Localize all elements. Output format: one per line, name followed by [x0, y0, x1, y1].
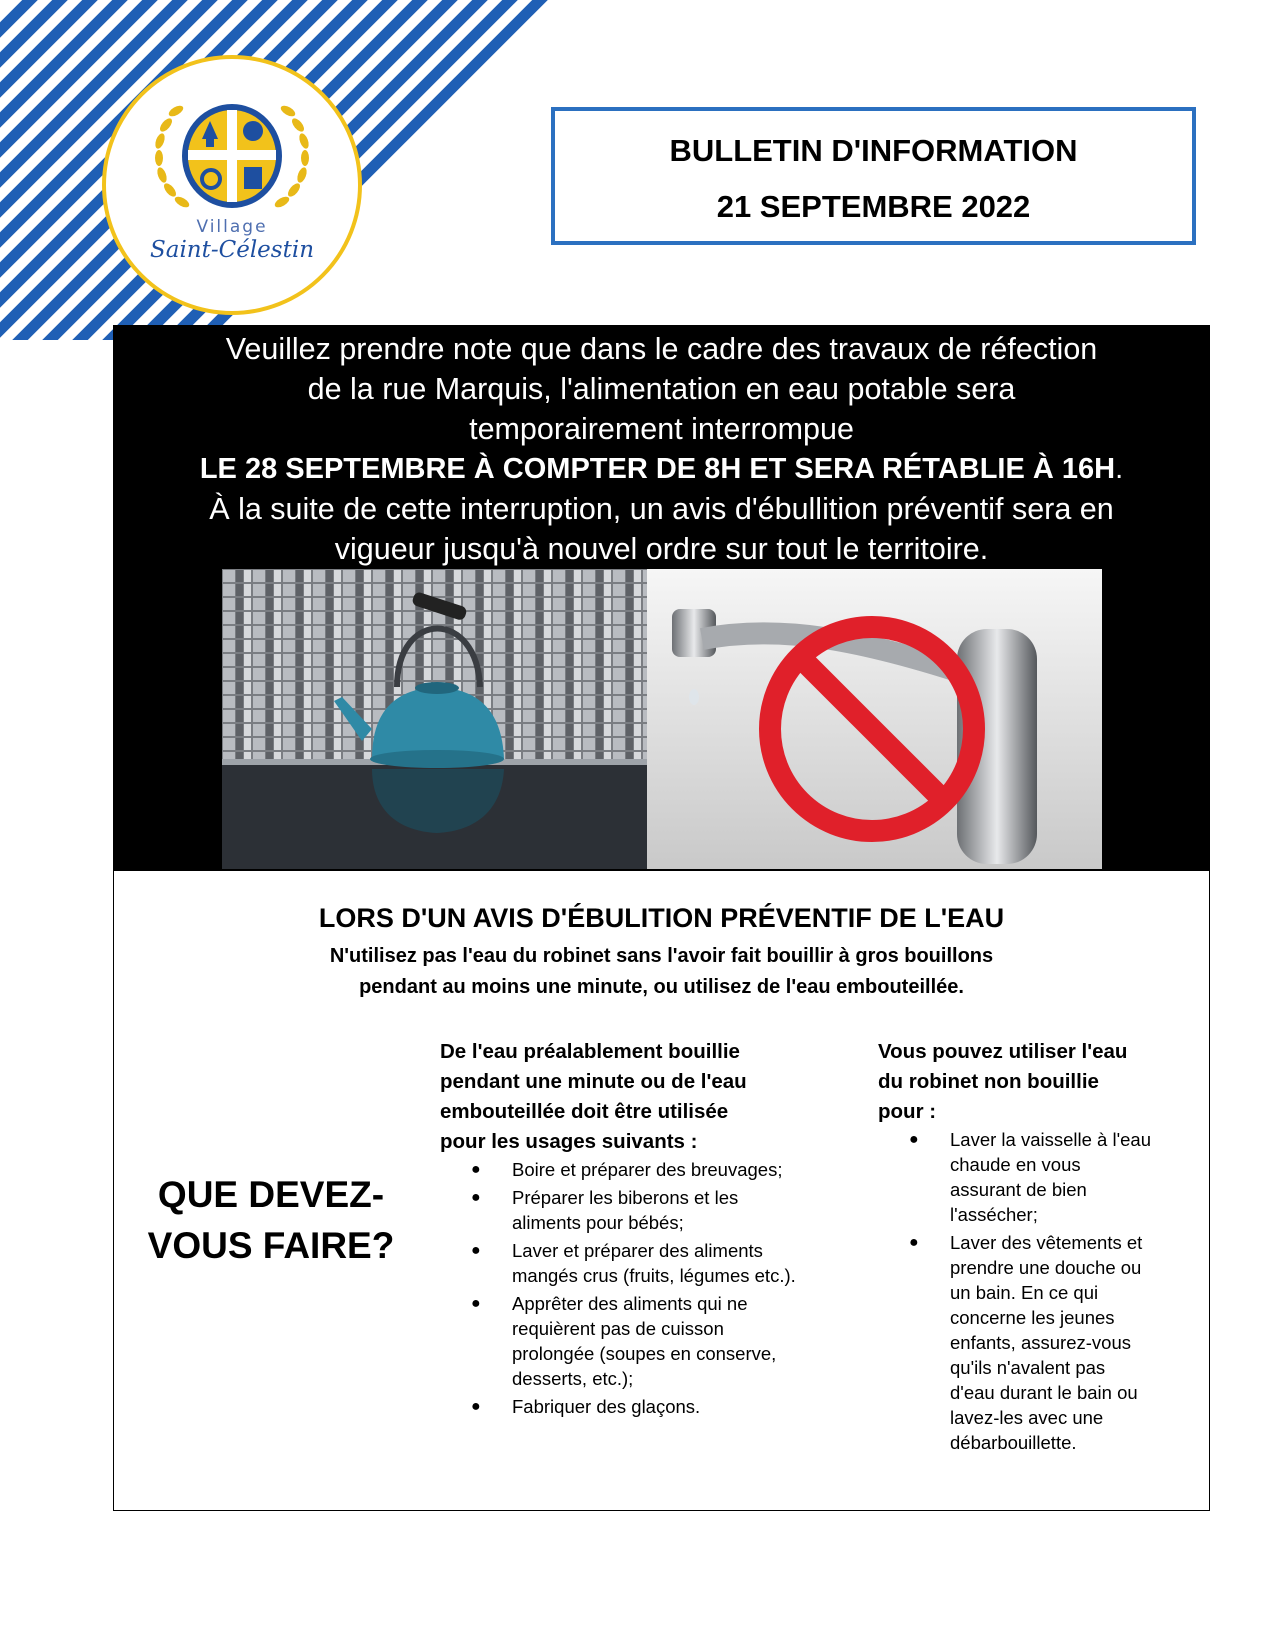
list-item-text: d'eau durant le bain ou — [950, 1382, 1138, 1403]
notice-emphasis — [114, 449, 1209, 489]
list-item-text: assurant de bien — [950, 1179, 1087, 1200]
notice-line: de la rue Marquis, l'alimentation en eau potable sera — [307, 372, 1016, 406]
boiled-water-column — [440, 1037, 850, 1422]
bulletin-title-box — [551, 107, 1196, 245]
list-item-text: prendre une douche ou — [950, 1257, 1142, 1278]
list-item-text: Boire et préparer des breuvages; — [512, 1159, 783, 1180]
bulletin-title: BULLETIN D'INFORMATION — [669, 133, 1078, 168]
list-item-text: desserts, etc.); — [512, 1368, 634, 1389]
list-item — [440, 1185, 850, 1235]
question-heading — [136, 1169, 406, 1271]
list-item-text: Laver des vêtements et — [950, 1232, 1143, 1253]
notice-emphasis-end: . — [1115, 453, 1124, 485]
boiled-heading: pendant une minute ou de l'eau — [440, 1070, 747, 1093]
list-item-text: Fabriquer des glaçons. — [512, 1396, 701, 1417]
list-item-text: Préparer les biberons et les — [512, 1187, 739, 1208]
unboiled-water-column — [878, 1037, 1198, 1458]
unboiled-list — [878, 1127, 1198, 1455]
unboiled-heading: pour : — [878, 1100, 937, 1123]
boiled-list — [440, 1157, 850, 1419]
list-item-text: Laver et préparer des aliments — [512, 1240, 763, 1261]
notice-line: temporairement interrompue — [469, 412, 854, 446]
boiled-heading: embouteillée doit être utilisée — [440, 1100, 729, 1123]
bullet-icon: ● — [909, 1234, 919, 1251]
bullet-icon: ● — [471, 1398, 481, 1415]
unboiled-heading: du robinet non bouillie — [878, 1070, 1099, 1093]
list-item-text: prolongée (soupes en conserve, — [512, 1343, 777, 1364]
bullet-icon: ● — [471, 1242, 481, 1259]
list-item-text: aliments pour bébés; — [512, 1212, 684, 1233]
notice-line: À la suite de cette interruption, un avis d'ébullition préventif sera en — [209, 492, 1114, 526]
list-item-text: Laver la vaisselle à l'eau — [950, 1129, 1151, 1150]
list-item-text: qu'ils n'avalent pas — [950, 1357, 1106, 1378]
notice-text — [114, 326, 1209, 569]
avis-title: LORS D'UN AVIS D'ÉBULITION PRÉVENTIF DE L'EAU — [318, 903, 1005, 933]
list-item-text: lavez-les avec une — [950, 1407, 1104, 1428]
list-item — [878, 1230, 1198, 1455]
bullet-icon: ● — [909, 1131, 919, 1148]
avis-subtitle-line: pendant au moins une minute, ou utilisez de l'eau embouteillée. — [359, 976, 964, 998]
question-line: VOUS FAIRE? — [147, 1225, 395, 1266]
list-item — [440, 1238, 850, 1288]
municipal-crest-icon — [106, 59, 358, 311]
notice-line: Veuillez prendre note que dans le cadre des travaux de réfection — [225, 332, 1098, 366]
logo-village-text: Village — [196, 217, 268, 237]
list-item — [440, 1394, 850, 1419]
village-logo — [102, 55, 362, 315]
list-item-text: enfants, assurez-vous — [950, 1332, 1131, 1353]
list-item-text: un bain. En ce qui — [950, 1282, 1099, 1303]
boiled-heading: pour les usages suivants : — [440, 1130, 698, 1153]
bullet-icon: ● — [471, 1295, 481, 1312]
list-item-text: concerne les jeunes — [950, 1307, 1115, 1328]
list-item-text: chaude en vous — [950, 1154, 1081, 1175]
kettle-photo — [222, 569, 647, 869]
avis-subtitle — [114, 941, 1209, 1003]
list-item-text: l'assécher; — [950, 1204, 1038, 1225]
notice-line: vigueur jusqu'à nouvel ordre sur tout le territoire. — [334, 532, 989, 566]
bullet-icon: ● — [471, 1189, 481, 1206]
list-item-text: requièrent pas de cuisson — [512, 1318, 724, 1339]
list-item — [440, 1291, 850, 1391]
logo-name-text: Saint-Célestin — [149, 237, 315, 263]
list-item — [878, 1127, 1198, 1227]
list-item — [440, 1157, 850, 1182]
boiled-heading: De l'eau préalablement bouillie — [440, 1040, 740, 1063]
no-tap-photo — [647, 569, 1102, 869]
notice-panel — [114, 326, 1209, 871]
unboiled-heading: Vous pouvez utiliser l'eau — [878, 1040, 1128, 1063]
avis-subtitle-line: N'utilisez pas l'eau du robinet sans l'avoir fait bouillir à gros bouillons — [329, 945, 994, 967]
list-item-text: mangés crus (fruits, légumes etc.). — [512, 1265, 796, 1286]
question-line: QUE DEVEZ- — [157, 1174, 385, 1215]
list-item-text: Apprêter des aliments qui ne — [512, 1293, 748, 1314]
photos — [222, 569, 1102, 869]
list-item-text: débarbouillette. — [950, 1432, 1077, 1453]
bulletin-date: 21 SEPTEMBRE 2022 — [716, 189, 1031, 224]
main-frame — [113, 325, 1210, 1511]
notice-emphasis-text: LE 28 SEPTEMBRE À COMPTER DE 8H ET SERA RÉTABLIE À 16H — [199, 453, 1116, 485]
bullet-icon: ● — [471, 1161, 481, 1178]
